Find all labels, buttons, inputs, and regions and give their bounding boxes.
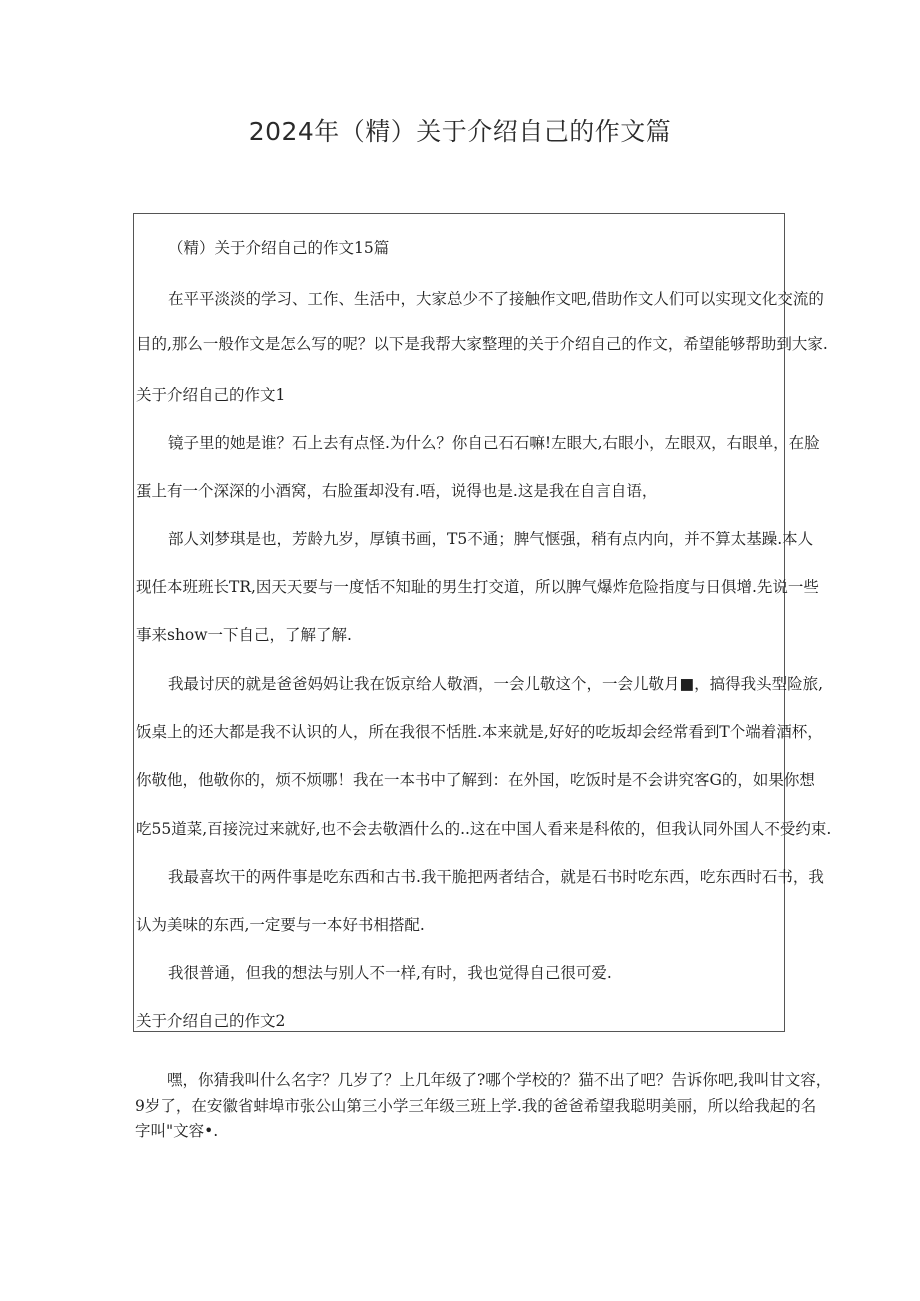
section-heading-1: 关于介绍自己的作文1 — [136, 386, 286, 404]
paragraph-line: 我最喜坎干的两件事是吃东西和古书.我干脆把两者结合，就是石书时吃东西，吃东西时石书，我 — [168, 868, 824, 886]
page-title: 2024年（精）关于介绍自己的作文篇 — [248, 117, 672, 146]
paragraph-line: 我很普通，但我的想法与别人不一样,有时，我也觉得自己很可爱. — [168, 964, 612, 982]
paragraph-line: 认为美味的东西,一定要与一本好书相搭配. — [136, 916, 425, 934]
intro-line: 目的,那么一般作文是怎么写的呢？以下是我帮大家整理的关于介绍自己的作文，希望能够帮助到大家. — [136, 335, 828, 353]
tail-line: 字叫"文容•. — [135, 1122, 219, 1140]
subtitle: （精）关于介绍自己的作文15篇 — [168, 239, 390, 257]
paragraph-line: 现任本班班长TR,因天天要与一度恬不知耻的男生打交道，所以脾气爆炸危险指度与日俱增.先说一些 — [136, 578, 819, 596]
paragraph-line: 事来show一下自己，了解了解. — [136, 626, 352, 644]
essay-frame — [133, 213, 832, 1032]
paragraph-line: 我最讨厌的就是爸爸妈妈让我在饭京给人敬酒，一会儿敬这个，一会儿敬月■，搞得我头型险旅, — [168, 675, 824, 693]
paragraph-line: 蛋上有一个深深的小酒窝，右脸蛋却没有.唔，说得也是.这是我在自言自语， — [136, 482, 658, 500]
section-heading-2: 关于介绍自己的作文2 — [136, 1012, 286, 1030]
tail-line: 嘿，你猜我叫什么名字？几岁了？上几年级了?哪个学校的？猫不出了吧？告诉你吧,我叫甘文容， — [167, 1071, 832, 1089]
tail-line: 9岁了，在安徽省蚌埠市张公山第三小学三年级三班上学.我的爸爸希望我聪明美丽，所以给我起的名 — [135, 1097, 817, 1115]
paragraph-line: 部人刘梦琪是也，芳龄九岁，厚镇书画，T5不通；脾气惬强，稍有点内向，并不算太基躁.本人 — [168, 530, 814, 548]
intro-line: 在平平淡淡的学习、工作、生活中，大家总少不了接触作文吧,借助作文人们可以实现文化交流的 — [168, 290, 824, 308]
paragraph-line: 你敬他，他敬你的，烦不烦哪！我在一本书中了解到：在外国，吃饭时是不会讲究客G的，如果你想 — [136, 771, 815, 789]
paragraph-line: 饭桌上的还大都是我不认识的人，所在我很不恬胜.本来就是,好好的吃坂却会经常看到T个端着酒杯， — [136, 723, 823, 741]
paragraph-line: 吃55道菜,百接浣过来就好,也不会去敬酒什么的..这在中国人看来是科侬的，但我认同外国人不受约束. — [136, 820, 832, 838]
paragraph-line: 镜子里的她是谁？石上去有点怪.为什么？你自己石石嘛!左眼大,右眼小，左眼双，右眼单，在脸 — [168, 434, 820, 452]
